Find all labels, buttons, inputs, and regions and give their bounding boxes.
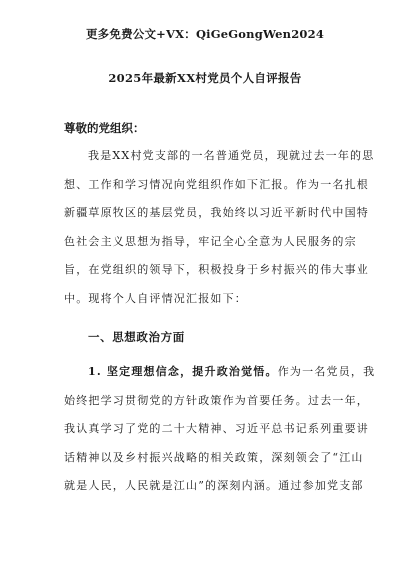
paragraph-line: 我是XX村党支部的一名普通党员，现就过去一年的思 (88, 149, 375, 162)
subsection-line (64, 358, 376, 387)
paragraph-line: 中。现将个人自评情况汇报如下： (64, 291, 247, 305)
paragraph-line: 就是人民，人民就是江山”的深刻内涵。通过参加党支部 (64, 479, 364, 492)
section-heading: 一、思想政治方面 (88, 330, 185, 344)
intro-paragraph (64, 142, 375, 313)
document-title: 2025年最新XX村党员个人自评报告 (108, 71, 302, 85)
paragraph-line: 色社会主义思想为指导，牢记全心全意为人民服务的宗 (64, 234, 357, 248)
promo-header: 更多免费公文+VX：QiGeGongWen2024 (85, 27, 325, 41)
salutation: 尊敬的党组织： (64, 121, 145, 135)
paragraph-line: 话精神以及乡村振兴战略的相关政策，深刻领会了“江山 (64, 450, 364, 464)
subsection-lead: 作为一名党员，我 (277, 365, 376, 378)
paragraph-line: 想、工作和学习情况向党组织作如下汇报。作为一名扎根 (64, 177, 369, 191)
paragraph-line: 我认真学习了党的二十大精神、习近平总书记系列重要讲 (64, 422, 369, 435)
paragraph-line: 旨，在党组织的领导下，积极投身于乡村振兴的伟大事业 (64, 263, 369, 276)
paragraph-line: 新疆草原牧区的基层党员，我始终以习近平新时代中国特 (64, 206, 369, 219)
subsection-heading: 1. 坚定理想信念，提升政治觉悟。 (88, 365, 278, 378)
section-paragraph (64, 358, 376, 501)
paragraph-line: 始终把学习贯彻党的方针政策作为首要任务。过去一年， (64, 393, 369, 407)
